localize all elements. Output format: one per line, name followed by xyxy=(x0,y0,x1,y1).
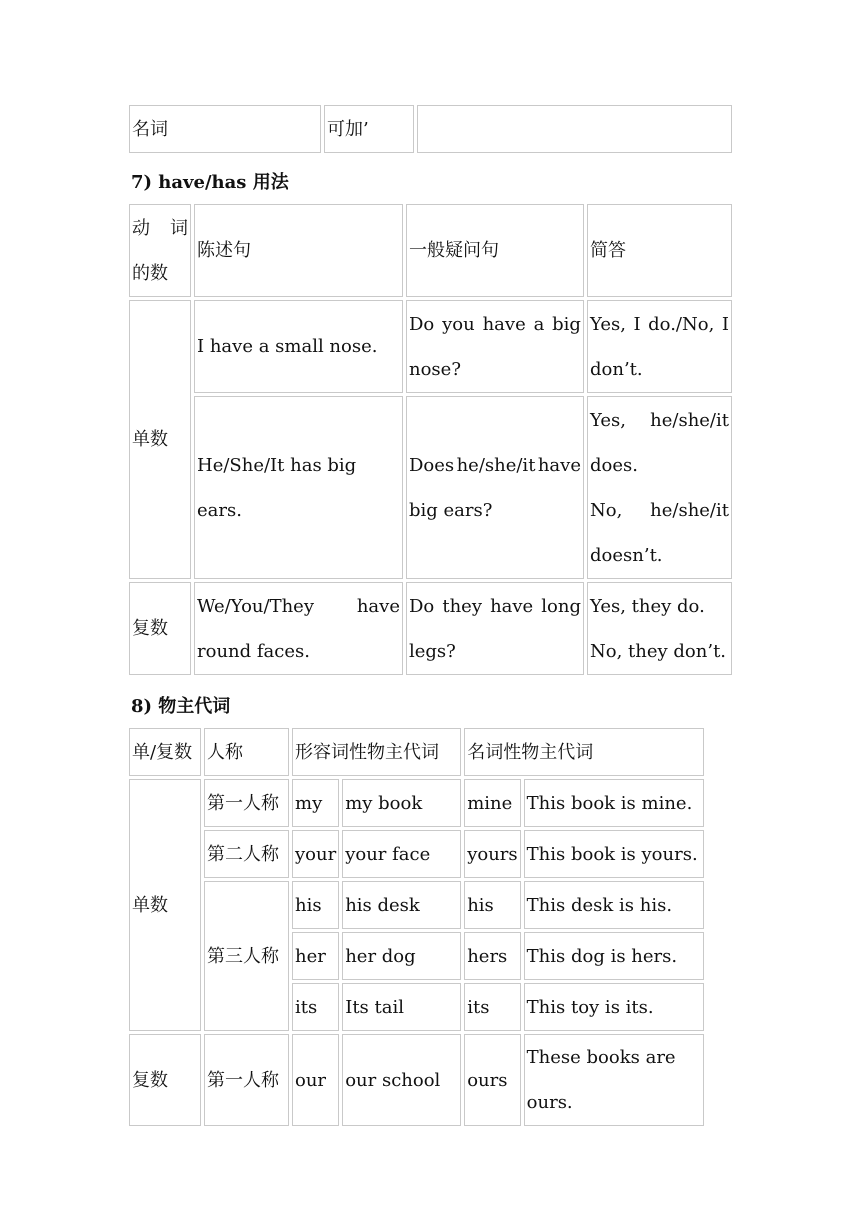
answer-line: doesn’t. xyxy=(590,544,663,566)
person-cell: 第一人称 xyxy=(204,779,289,827)
noun-cell: mine xyxy=(464,779,520,827)
question-cell xyxy=(406,300,584,393)
header-cell: 单/复数 xyxy=(129,728,201,776)
answer-line: Yes, they do. xyxy=(590,595,705,617)
statement-line: round faces. xyxy=(197,640,310,662)
answer-line: does. xyxy=(590,454,638,476)
person-cell: 第一人称 xyxy=(204,1034,289,1126)
statement-cell: I have a small nose. xyxy=(194,300,403,393)
adj-cell: his xyxy=(292,881,339,929)
word: long xyxy=(541,595,581,617)
question-cell xyxy=(406,582,584,675)
word: have xyxy=(356,595,400,617)
section-heading: 8) 物主代词 xyxy=(131,696,231,717)
question-line: nose? xyxy=(409,358,461,380)
table-cell: 名词 xyxy=(129,105,321,153)
noun-cell: ours xyxy=(464,1034,520,1126)
table-row xyxy=(129,396,732,579)
have-has-table xyxy=(126,201,735,678)
possessive-pronoun-table xyxy=(126,725,707,1129)
table-cell: 可加’ xyxy=(324,105,414,153)
table-row xyxy=(129,1034,704,1126)
header-cell-statement: 陈述句 xyxy=(194,204,403,297)
header-text: 的数 xyxy=(132,262,168,284)
word: a xyxy=(533,313,545,335)
statement-cell: He/She/It has big ears. xyxy=(194,396,403,579)
noun-cell: hers xyxy=(464,932,520,980)
word: We/You/They xyxy=(197,595,314,617)
question-line: legs? xyxy=(409,640,456,662)
header-cell: 名词性物主代词 xyxy=(464,728,704,776)
table-row xyxy=(129,105,732,153)
header-cell-question: 一般疑问句 xyxy=(406,204,584,297)
header-text: 动 xyxy=(132,217,150,239)
table-header-row xyxy=(129,728,704,776)
table-header-row xyxy=(129,204,732,297)
answer-cell xyxy=(587,396,732,579)
noun-example-cell: These books are ours. xyxy=(524,1034,704,1126)
question-cell xyxy=(406,396,584,579)
adj-example-cell: your face xyxy=(342,830,461,878)
header-cell: 人称 xyxy=(204,728,289,776)
table-cell xyxy=(417,105,732,153)
adj-cell: our xyxy=(292,1034,339,1126)
word: I xyxy=(721,313,729,335)
person-cell: 第三人称 xyxy=(204,881,289,1031)
table-row xyxy=(129,881,704,929)
adj-cell: your xyxy=(292,830,339,878)
answer-line: No, they don’t. xyxy=(590,640,727,662)
section-heading: 7) have/has 用法 xyxy=(131,172,289,193)
header-text: 词 xyxy=(170,217,188,239)
table-row xyxy=(129,830,704,878)
word: you xyxy=(442,313,475,335)
adj-example-cell: my book xyxy=(342,779,461,827)
word: I xyxy=(633,313,641,335)
table-row xyxy=(129,300,732,393)
noun-example-cell: This toy is its. xyxy=(524,983,704,1031)
noun-table-fragment xyxy=(126,102,735,156)
word: have xyxy=(490,595,534,617)
adj-example-cell: her dog xyxy=(342,932,461,980)
noun-example-cell: This book is mine. xyxy=(524,779,704,827)
word: big xyxy=(552,313,581,335)
header-cell-verb-number xyxy=(129,204,191,297)
header-cell: 形容词性物主代词 xyxy=(292,728,461,776)
noun-example-cell: This book is yours. xyxy=(524,830,704,878)
table-row xyxy=(129,779,704,827)
noun-cell: his xyxy=(464,881,520,929)
word: he/she/it xyxy=(650,409,729,431)
word: he/she/it xyxy=(456,454,536,476)
noun-cell: its xyxy=(464,983,520,1031)
word: Do xyxy=(409,313,435,335)
adj-cell: her xyxy=(292,932,339,980)
noun-cell: yours xyxy=(464,830,520,878)
row-label-plural: 复数 xyxy=(129,582,191,675)
word: he/she/it xyxy=(650,499,729,521)
noun-example-cell: This dog is hers. xyxy=(524,932,704,980)
word: Do xyxy=(409,595,435,617)
word: do./No, xyxy=(648,313,715,335)
row-label-singular: 单数 xyxy=(129,300,191,579)
person-cell: 第二人称 xyxy=(204,830,289,878)
word: Yes, xyxy=(590,409,626,431)
row-label-singular: 单数 xyxy=(129,779,201,1031)
adj-cell: its xyxy=(292,983,339,1031)
noun-example-cell: This desk is his. xyxy=(524,881,704,929)
row-label-plural: 复数 xyxy=(129,1034,201,1126)
word: No, xyxy=(590,499,623,521)
table-row xyxy=(129,582,732,675)
question-line: big ears? xyxy=(409,499,493,521)
statement-cell xyxy=(194,582,403,675)
word: Yes, xyxy=(590,313,626,335)
adj-example-cell: our school xyxy=(342,1034,461,1126)
answer-cell xyxy=(587,582,732,675)
adj-example-cell: Its tail xyxy=(342,983,461,1031)
answer-line: don’t. xyxy=(590,358,643,380)
word: Does xyxy=(409,454,455,476)
answer-cell xyxy=(587,300,732,393)
adj-cell: my xyxy=(292,779,339,827)
adj-example-cell: his desk xyxy=(342,881,461,929)
word: have xyxy=(482,313,526,335)
word: have xyxy=(537,454,581,476)
header-cell-answer: 简答 xyxy=(587,204,732,297)
word: they xyxy=(442,595,482,617)
